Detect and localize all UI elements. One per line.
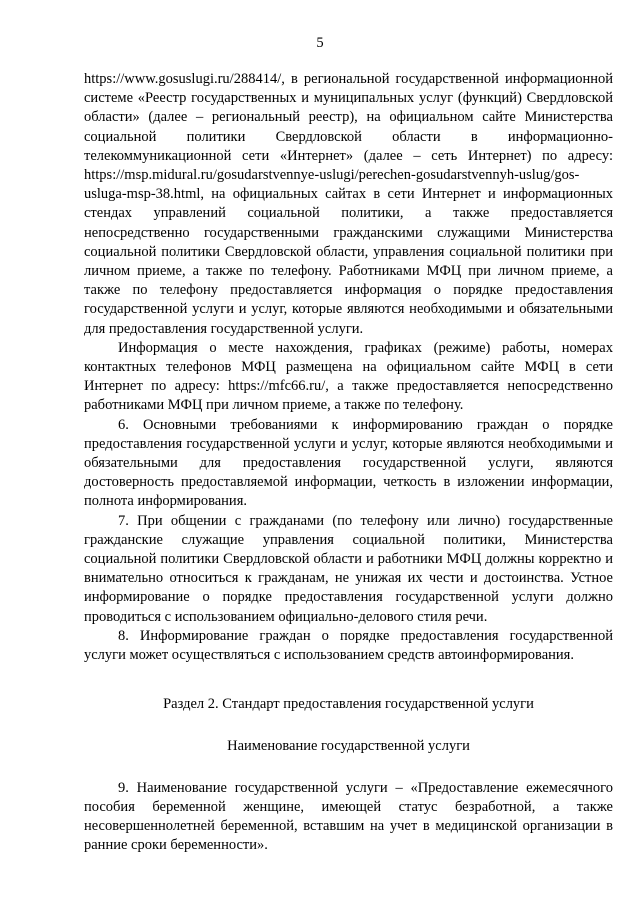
document-body xyxy=(84,70,613,856)
paragraph-7: 7. При общении с гражданами (по телефону или лично) государственные гражданские служащие управления социальной политики, Министерства социальной политики Свердловской области и работники МФЦ должны корректно и внимательно относиться к гражданам, не унижая их чести и достоинства. Устное информирование о порядке предоставления государственной услуги должно проводиться с использованием официально-делового стиля речи. xyxy=(84,512,613,625)
paragraph-6: 6. Основными требованиями к информированию граждан о порядке предоставления государственной услуги и услуг, которые являются необходимыми и обязательными для предоставления государственной услуги, являются достоверность предоставляемой информации, четкость в изложении информации, полнота информирования. xyxy=(84,416,613,510)
paragraph-9: 9. Наименование государственной услуги – «Предоставление ежемесячного пособия беременной женщине, имеющей статус безработной, а также несовершеннолетней беременной, вставшим на учет в медицинской организации в ранние сроки беременности». xyxy=(84,779,613,854)
paragraph-continuation: https://www.gosuslugi.ru/288414/, в региональной государственной информационной системе «Реестр государственных и муниципальных услуг (функций) Свердловской области» (далее – региональный реестр), на официальном сайте Министерства социальной политики Свердловской области в информационно-телекоммуникационной сети «Интернет» (далее – сеть Интернет) по адресу: https://msp.midural.ru/gosudarstvennye-uslugi/perechen-gosudarstvennyh-uslug/gos-usluga-msp-38.html, на официальных сайтах в сети Интернет и информационных стендах управлений социальной политики, а также предоставляется непосредственно государственными гражданскими служащими Министерства социальной политики Свердловской области, управления социальной политики при личном приеме, а также по телефону. Работниками МФЦ при личном приеме, а также по телефону предоставляется информация о порядке предоставления государственной услуги и услуг, которые являются необходимыми и обязательными для предоставления государственной услуги. xyxy=(84,71,613,337)
section-heading: Раздел 2. Стандарт предоставления государственной услуги xyxy=(163,696,534,713)
paragraph-mfc-info: Информация о месте нахождения, графиках (режиме) работы, номерах контактных телефонов МФЦ размещена на официальном сайте МФЦ в сети Интернет по адресу: https://mfc66.ru/, а также предоставляется непосредственно работниками МФЦ при личном приеме, а также по телефону. xyxy=(84,339,613,414)
subsection-heading: Наименование государственной услуги xyxy=(227,737,470,754)
paragraph-8: 8. Информирование граждан о порядке предоставления государственной услуги может осуществляться с использованием средств автоинформирования. xyxy=(84,627,613,664)
page-number: 5 xyxy=(316,35,324,51)
